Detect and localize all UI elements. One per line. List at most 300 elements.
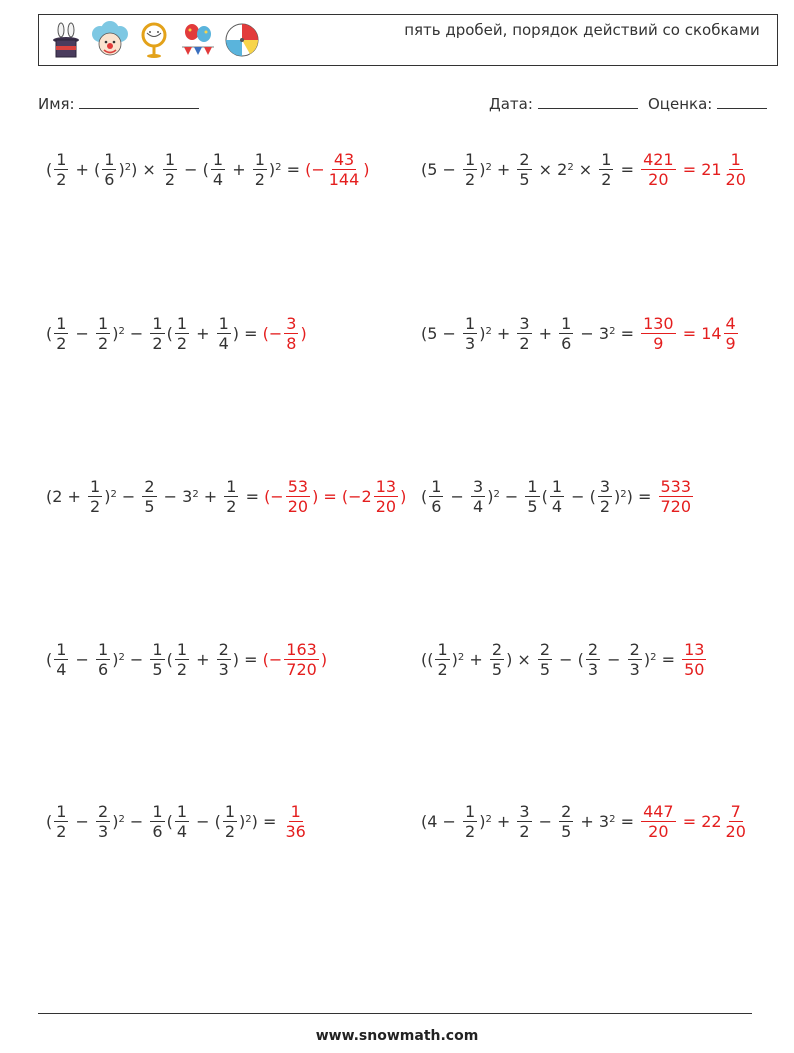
fraction [54, 314, 68, 353]
expression-text: ) = [251, 811, 282, 831]
exponent: 2 [493, 488, 500, 500]
fraction [525, 477, 539, 516]
exponent: 2 [650, 651, 657, 663]
numerator: 447 [643, 801, 674, 821]
numerator: 2 [144, 476, 155, 496]
grade-input-line[interactable] [717, 94, 767, 109]
expression-text: ) [400, 486, 407, 506]
expression-text: ) [479, 323, 486, 343]
numerator: 1 [152, 313, 163, 333]
numerator: 1 [465, 149, 476, 169]
fraction [327, 150, 362, 189]
numerator: 1 [465, 313, 476, 333]
fraction [96, 802, 110, 841]
expression-text: − ( [554, 649, 584, 669]
denominator: 3 [98, 821, 109, 841]
exponent: 2 [275, 161, 282, 173]
expression-text: + ( [70, 159, 101, 179]
fraction [284, 640, 319, 679]
expression-text: + [191, 323, 215, 343]
expression-text: ( [46, 323, 53, 343]
denominator: 3 [629, 659, 640, 679]
exponent: 2 [567, 161, 574, 173]
exponent: 2 [620, 488, 627, 500]
denominator: 20 [375, 496, 397, 516]
problem-item [46, 466, 406, 526]
denominator: 3 [587, 659, 599, 679]
expression-text: − 3 [575, 323, 610, 343]
fraction [54, 640, 68, 679]
denominator: 4 [551, 496, 563, 516]
denominator: 20 [287, 496, 309, 516]
fraction [150, 314, 164, 353]
expression-text: × 2 [533, 159, 568, 179]
numerator: 3 [473, 476, 484, 496]
worksheet-header [38, 14, 778, 66]
expression-text: − [124, 649, 149, 669]
fraction [96, 314, 110, 353]
answer [639, 314, 740, 353]
denominator: 5 [144, 496, 155, 516]
fraction [628, 640, 642, 679]
expression-text: + [227, 159, 251, 179]
fraction [150, 640, 164, 679]
expression-text: ) [479, 159, 486, 179]
expression-text: − [70, 649, 95, 669]
numerator: 7 [730, 801, 741, 821]
expression-text: (4 − [421, 811, 461, 831]
fraction [88, 477, 102, 516]
footer-url: www.snowmath.com [315, 1028, 479, 1044]
denominator: 9 [653, 333, 664, 353]
numerator: 2 [491, 639, 503, 659]
problem-item [46, 139, 370, 199]
expression-text: (− [262, 323, 283, 343]
fraction [463, 802, 477, 841]
expression-text: − [70, 323, 95, 343]
expression-text: (5 − [421, 159, 461, 179]
expression-text: + [533, 323, 558, 343]
expression-text: ) [487, 486, 494, 506]
exponent: 2 [485, 813, 492, 825]
answer [263, 314, 307, 353]
denominator: 50 [684, 659, 705, 679]
numerator: 53 [287, 476, 309, 496]
expression-text: ) [300, 323, 307, 343]
denominator: 2 [152, 333, 163, 353]
numerator: 1 [601, 149, 612, 169]
header-icons [47, 20, 261, 60]
answer [639, 150, 750, 189]
expression-text: ) [239, 811, 246, 831]
denominator: 6 [561, 333, 572, 353]
expression-text: ( [166, 811, 173, 831]
date-input-line[interactable] [538, 94, 638, 109]
expression-text: ) [112, 323, 119, 343]
expression-text: (− [305, 159, 325, 179]
numerator: 1 [176, 801, 188, 821]
expression-text: + [191, 649, 215, 669]
denominator: 2 [224, 821, 236, 841]
answer [282, 802, 310, 841]
expression-text: ) [104, 486, 111, 506]
fraction [641, 802, 676, 841]
fraction [284, 802, 308, 841]
fraction [599, 150, 613, 189]
expression-text: ( [541, 486, 548, 506]
fraction [224, 477, 238, 516]
exponent: 2 [192, 488, 199, 500]
expression-text: ) = (−2 [312, 486, 372, 506]
expression-text: ) [112, 811, 119, 831]
expression-text: − [602, 649, 626, 669]
name-field [38, 94, 199, 113]
numerator: 1 [561, 313, 572, 333]
problem-item [46, 791, 310, 851]
footer-divider [38, 1013, 752, 1014]
denominator: 2 [56, 169, 67, 189]
numerator: 13 [375, 476, 397, 496]
numerator: 2 [629, 639, 640, 659]
fraction [54, 802, 68, 841]
denominator: 6 [152, 821, 163, 841]
expression-text: ) × [506, 649, 536, 669]
exponent: 2 [457, 651, 465, 663]
numerator: 1 [551, 476, 563, 496]
answer [680, 640, 708, 679]
fraction [102, 150, 116, 189]
denominator: 2 [176, 333, 188, 353]
expression-text: ( [46, 811, 53, 831]
numerator: 1 [212, 149, 224, 169]
expression-text: = 22 [677, 811, 722, 831]
expression-text: + [491, 811, 516, 831]
numerator: 1 [465, 801, 476, 821]
exponent: 2 [485, 161, 492, 173]
denominator: 2 [254, 169, 265, 189]
expression-text: − [116, 486, 141, 506]
numerator: 3 [599, 476, 611, 496]
numerator: 2 [539, 639, 551, 659]
fraction [682, 640, 706, 679]
numerator: 421 [643, 149, 674, 169]
expression-text: + 3 [575, 811, 610, 831]
numerator: 3 [519, 801, 530, 821]
fraction [96, 640, 110, 679]
expression-text: (( [421, 649, 434, 669]
denominator: 5 [519, 169, 530, 189]
denominator: 2 [437, 659, 448, 679]
problem-item [421, 629, 708, 689]
fraction [217, 314, 231, 353]
expression-text: = [615, 159, 640, 179]
numerator: 13 [684, 639, 705, 659]
fraction [54, 150, 68, 189]
expression-text: ) [479, 811, 486, 831]
expression-text: − [499, 486, 524, 506]
numerator: 1 [437, 639, 448, 659]
expression-text: ) = [232, 649, 263, 669]
expression-text: ( [46, 649, 53, 669]
denominator: 4 [473, 496, 484, 516]
expression-text: = [281, 159, 306, 179]
denominator: 5 [527, 496, 538, 516]
problem-item [46, 303, 307, 363]
expression-text: ) [614, 486, 621, 506]
fraction [223, 802, 237, 841]
fraction [175, 640, 189, 679]
numerator: 1 [527, 476, 538, 496]
denominator: 36 [285, 821, 306, 841]
expression-text: = [240, 486, 265, 506]
denominator: 2 [599, 496, 611, 516]
numerator: 1 [98, 313, 109, 333]
expression-text: = [615, 811, 640, 831]
fraction [435, 640, 449, 679]
fraction [463, 314, 477, 353]
fraction [641, 314, 676, 353]
expression-text: (− [264, 486, 284, 506]
numerator: 1 [56, 149, 67, 169]
expression-text: − [533, 811, 558, 831]
balloons-icon [179, 20, 217, 60]
name-input-line[interactable] [79, 94, 199, 109]
expression-text: ) [268, 159, 276, 179]
expression-text: = 21 [677, 159, 722, 179]
numerator: 1 [164, 149, 176, 169]
expression-text: ) × [131, 159, 161, 179]
answer [263, 640, 327, 679]
magic-hat-icon [47, 20, 85, 60]
expression-text: ) [112, 649, 119, 669]
numerator: 533 [660, 476, 692, 496]
problem-item [421, 466, 695, 526]
exponent: 2 [118, 813, 125, 825]
numerator: 1 [176, 313, 188, 333]
numerator: 1 [431, 476, 442, 496]
expression-text: − [70, 811, 95, 831]
fraction [163, 150, 177, 189]
exponent: 2 [110, 488, 117, 500]
denominator: 5 [539, 659, 551, 679]
fraction [641, 150, 676, 189]
fraction [517, 802, 531, 841]
numerator: 1 [56, 639, 67, 659]
fraction [550, 477, 564, 516]
expression-text: ) [320, 649, 328, 669]
denominator: 20 [648, 821, 669, 841]
expression-text: − [124, 811, 149, 831]
expression-text: ) = [626, 486, 657, 506]
numerator: 1 [104, 149, 115, 169]
denominator: 2 [56, 821, 67, 841]
fraction [150, 802, 164, 841]
numerator: 1 [152, 801, 163, 821]
numerator: 2 [98, 801, 109, 821]
numerator: 1 [226, 476, 237, 496]
expression-text: ( [46, 159, 53, 179]
denominator: 2 [519, 821, 530, 841]
exponent: 2 [609, 813, 616, 825]
clown-icon [91, 20, 129, 60]
answer [639, 802, 750, 841]
problem-item [46, 629, 327, 689]
expression-text: ( [166, 649, 173, 669]
fraction [724, 150, 748, 189]
fraction [559, 802, 573, 841]
denominator: 8 [286, 333, 297, 353]
fraction [374, 477, 398, 516]
denominator: 5 [152, 659, 163, 679]
denominator: 2 [519, 333, 530, 353]
fraction [286, 477, 310, 516]
exponent: 2 [118, 325, 125, 337]
exponent: 2 [485, 325, 492, 337]
numerator: 163 [286, 639, 317, 659]
fraction [253, 150, 267, 189]
fraction [463, 150, 477, 189]
fraction [471, 477, 485, 516]
numerator: 1 [218, 313, 229, 333]
name-label: Имя: [38, 95, 75, 113]
denominator: 4 [212, 169, 224, 189]
numerator: 1 [730, 149, 741, 169]
problem-item [421, 791, 750, 851]
expression-text: ( [421, 486, 428, 506]
exponent: 2 [124, 161, 132, 173]
denominator: 3 [465, 333, 476, 353]
expression-text: (5 − [421, 323, 461, 343]
numerator: 1 [254, 149, 265, 169]
expression-text: − 3 [158, 486, 193, 506]
denominator: 2 [226, 496, 237, 516]
numerator: 3 [519, 313, 530, 333]
numerator: 1 [176, 639, 188, 659]
fraction [538, 640, 552, 679]
exponent: 2 [245, 813, 252, 825]
fraction [517, 150, 531, 189]
numerator: 2 [218, 639, 229, 659]
numerator: 43 [333, 149, 355, 169]
date-field [489, 94, 638, 113]
fraction [724, 802, 748, 841]
problem-item [421, 303, 740, 363]
fraction [429, 477, 443, 516]
denominator: 20 [725, 169, 746, 189]
numerator: 1 [152, 639, 163, 659]
denominator: 4 [218, 333, 229, 353]
expression-text: ) [451, 649, 458, 669]
denominator: 2 [176, 659, 188, 679]
denominator: 6 [98, 659, 109, 679]
fraction [284, 314, 298, 353]
exponent: 2 [609, 325, 616, 337]
numerator: 1 [98, 639, 109, 659]
worksheet-title: пять дробей, порядок действий со скобками [404, 21, 760, 39]
numerator: 1 [290, 801, 301, 821]
expression-text: (− [262, 649, 283, 669]
denominator: 720 [660, 496, 692, 516]
denominator: 4 [176, 821, 188, 841]
expression-text: ( [166, 323, 173, 343]
denominator: 720 [286, 659, 317, 679]
expression-text: ) [363, 159, 370, 179]
denominator: 9 [725, 333, 736, 353]
grade-field [648, 94, 767, 113]
expression-text: − ( [566, 486, 596, 506]
denominator: 2 [465, 821, 476, 841]
denominator: 144 [328, 169, 360, 189]
fraction [659, 477, 694, 516]
answer [305, 150, 369, 189]
fraction [175, 314, 189, 353]
expression-text: = [615, 323, 640, 343]
fraction [724, 314, 738, 353]
expression-text: − ( [179, 159, 209, 179]
expression-text: (2 + [46, 486, 86, 506]
fraction [211, 150, 225, 189]
numerator: 2 [561, 801, 572, 821]
fraction [598, 477, 612, 516]
numerator: 1 [224, 801, 236, 821]
mirror-icon [135, 20, 173, 60]
expression-text: ) = [232, 323, 263, 343]
fraction [490, 640, 504, 679]
numerator: 2 [519, 149, 530, 169]
problem-item [421, 139, 750, 199]
expression-text: − ( [191, 811, 221, 831]
expression-text: + [491, 323, 516, 343]
fraction [142, 477, 156, 516]
denominator: 6 [104, 169, 115, 189]
fraction [559, 314, 573, 353]
denominator: 2 [601, 169, 612, 189]
expression-text: + [464, 649, 488, 669]
expression-text: = [656, 649, 681, 669]
denominator: 2 [164, 169, 176, 189]
beach-ball-icon [223, 20, 261, 60]
denominator: 2 [98, 333, 109, 353]
fraction [517, 314, 531, 353]
numerator: 130 [643, 313, 674, 333]
expression-text: ) [118, 159, 125, 179]
expression-text: × [573, 159, 598, 179]
numerator: 4 [725, 313, 736, 333]
expression-text: + [198, 486, 223, 506]
expression-text: = 14 [677, 323, 722, 343]
denominator: 6 [431, 496, 442, 516]
numerator: 1 [56, 313, 67, 333]
fraction [217, 640, 231, 679]
expression-text: − [124, 323, 149, 343]
date-label: Дата: [489, 95, 533, 113]
exponent: 2 [118, 651, 125, 663]
denominator: 2 [56, 333, 67, 353]
numerator: 2 [587, 639, 599, 659]
denominator: 20 [725, 821, 746, 841]
denominator: 5 [491, 659, 503, 679]
expression-text: + [491, 159, 516, 179]
denominator: 2 [465, 169, 476, 189]
fraction [175, 802, 189, 841]
numerator: 3 [286, 313, 297, 333]
grade-label: Оценка: [648, 95, 713, 113]
expression-text: ) [643, 649, 651, 669]
numerator: 1 [56, 801, 67, 821]
denominator: 2 [90, 496, 101, 516]
answer [657, 477, 696, 516]
expression-text: − [445, 486, 470, 506]
